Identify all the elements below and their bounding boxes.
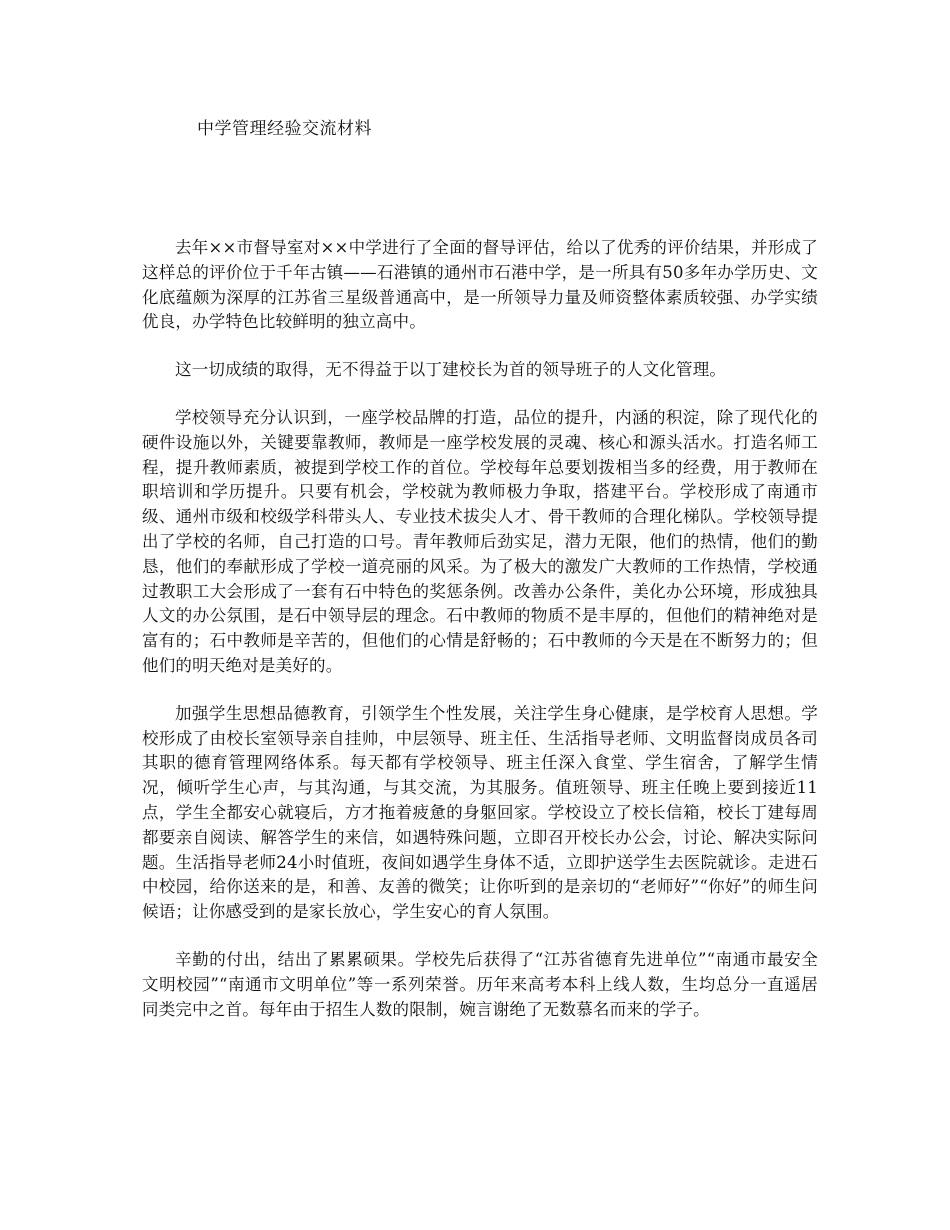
paragraph-3: 学校领导充分认识到，一座学校品牌的打造，品位的提升，内涵的积淀，除了现代化的硬件设施以外，关键要靠教师，教师是一座学校发展的灵魂、核心和源头活水。打造名师工程，提升教师素质，被提到学校工作的首位。学校每年总要划拨相当多的经费，用于教师在职培训和学历提升。只要有机会，学校就为教师极力争取，搭建平台。学校形成了南通市级、通州市级和校级学科带头人、专业技术拔尖人才、骨干教师的合理化梯队。学校领导提出了学校的名师，自己打造的口号。青年教师后劲实足，潜力无限，他们的热情，他们的勤恳，他们的奉献形成了学校一道亮丽的风采。为了极大的激发广大教师的工作热情，学校通过教职工大会形成了一套有石中特色的奖惩条例。改善办公条件，美化办公环境，形成独具人文的办公氛围，是石中领导层的理念。石中教师的物质不是丰厚的，但他们的精神绝对是富有的；石中教师是辛苦的，但他们的心情是舒畅的；石中教师的今天是在不断努力的；但他们的明天绝对是美好的。 bbox=[142, 407, 818, 675]
document-body bbox=[142, 236, 818, 1045]
paragraph-2: 这一切成绩的取得，无不得益于以丁建校长为首的领导班子的人文化管理。 bbox=[175, 360, 727, 380]
paragraph-5: 辛勤的付出，结出了累累硕果。学校先后获得了“江苏省德育先进单位”“南通市最安全文明校园”“南通市文明单位”等一系列荣誉。历年来高考本科上线人数，生均总分一直遥居同类完中之首。每年由于招生人数的限制，婉言谢绝了无数慕名而来的学子。 bbox=[142, 949, 818, 1019]
paragraph-4: 加强学生思想品德教育，引领学生个性发展，关注学生身心健康，是学校育人思想。学校形成了由校长室领导亲自挂帅，中层领导、班主任、生活指导老师、文明监督岗成员各司其职的德育管理网络体系。每天都有学校领导、班主任深入食堂、学生宿舍，了解学生情况，倾听学生心声，与其沟通，与其交流，为其服务。值班领导、班主任晚上要到接近11点，学生全都安心就寝后，方才拖着疲惫的身躯回家。学校设立了校长信箱，校长丁建每周都要亲自阅读、解答学生的来信，如遇特殊问题，立即召开校长办公会，讨论、解决实际问题。生活指导老师24小时值班，夜间如遇学生身体不适，立即护送学生去医院就诊。走进石中校园，给你送来的是，和善、友善的微笑；让你听到的是亲切的“老师好”“你好”的师生问候语；让你感受到的是家长放心，学生安心的育人氛围。 bbox=[142, 703, 818, 922]
paragraph-1: 去年××市督导室对××中学进行了全面的督导评估，给以了优秀的评价结果，并形成了这样总的评价位于千年古镇——石港镇的通州市石港中学，是一所具有50多年办学历史、文化底蕴颇为深厚的江苏省三星级普通高中，是一所领导力量及师资整体素质较强、办学实绩优良，办学特色比较鲜明的独立高中。 bbox=[142, 238, 818, 332]
document-title: 中学管理经验交流材料 bbox=[197, 119, 372, 139]
